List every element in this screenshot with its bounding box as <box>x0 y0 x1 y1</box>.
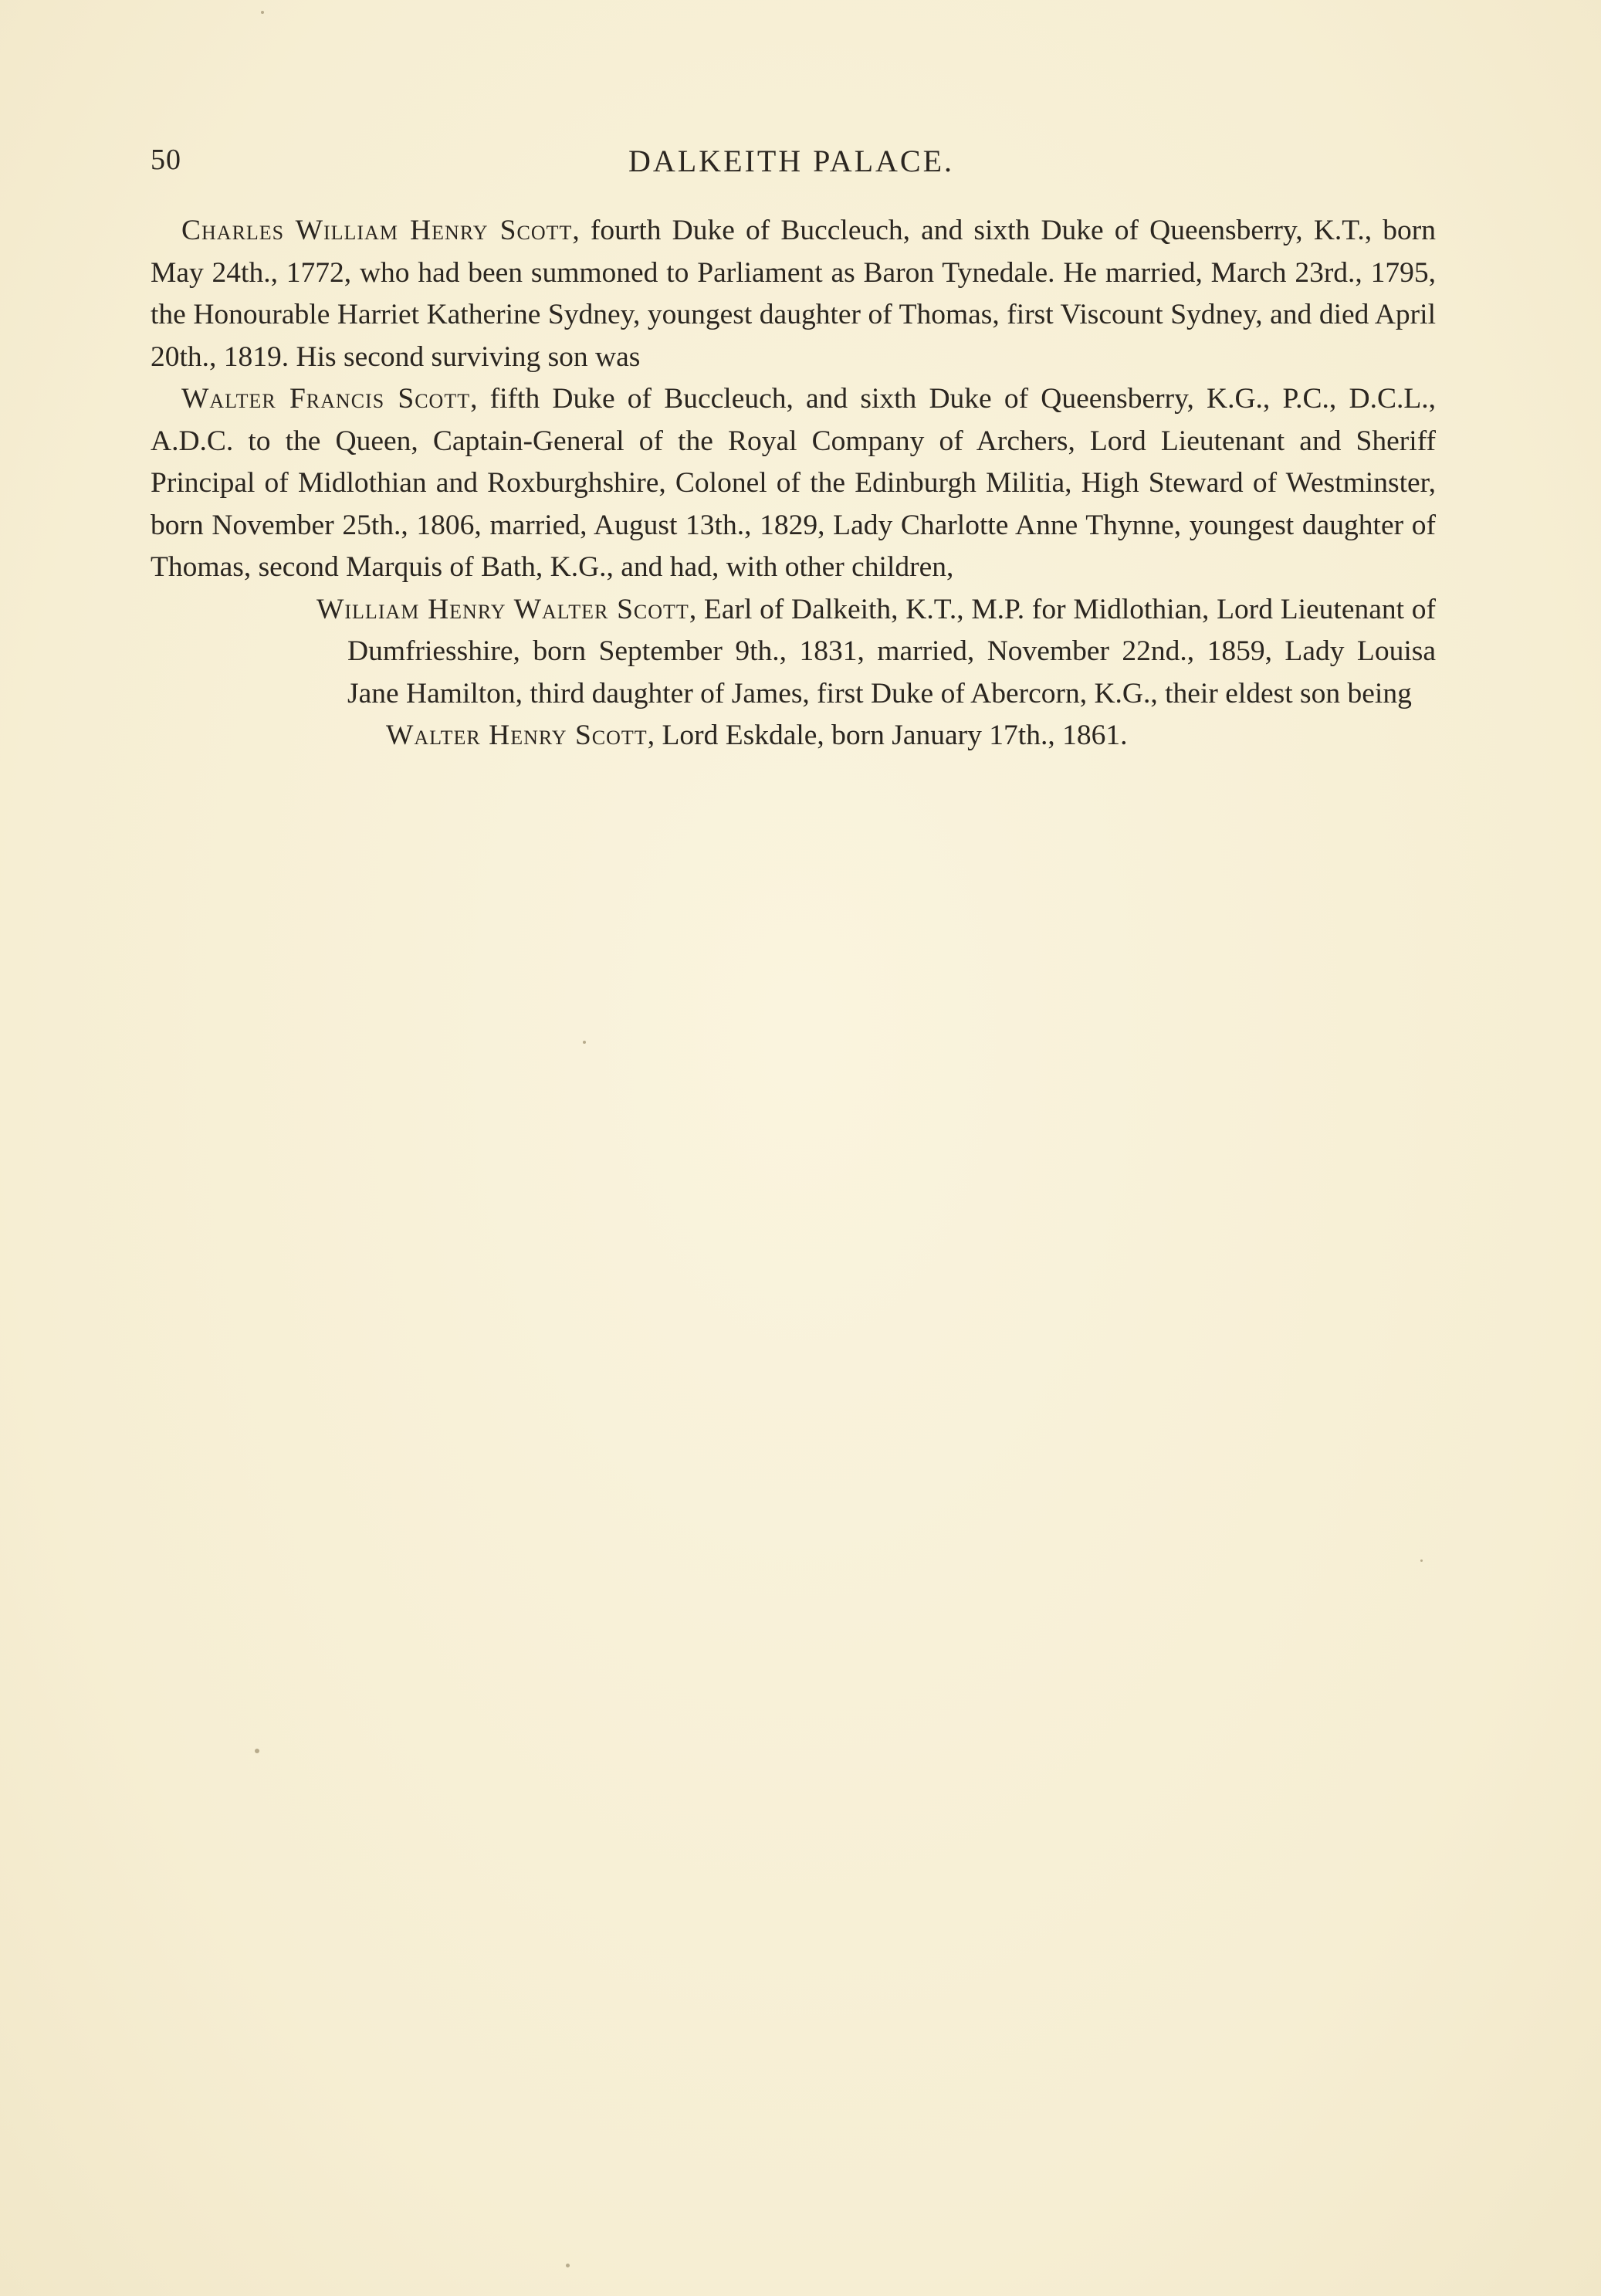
paragraph-walter-henry-scott <box>151 715 1436 757</box>
paragraph-text: , fifth Duke of Buccleuch, and sixth Duke of Queensberry, K.G., P.C., D.C.L., A.D.C. to the Queen, Captain-General of the Royal Company of Archers, Lord Lieutenant and Sheriff Principal of Midlothian and Roxburghshire, Colonel of the Edinburgh Militia, High Steward of Westminster, born November 25th., 1806, married, August 13th., 1829, Lady Charlotte Anne Thynne, youngest daughter of Thomas, second Marquis of Bath, K.G., and had, with other children, <box>151 383 1436 583</box>
person-name: William Henry Walter Scott <box>316 593 689 625</box>
page-number: 50 <box>151 144 181 176</box>
person-name: Walter Henry Scott <box>386 720 648 751</box>
person-name: Charles William Henry Scott <box>181 215 573 246</box>
paragraph-charles-scott <box>151 210 1436 378</box>
paragraph-text: , Lord Eskdale, born January 17th., 1861. <box>647 720 1128 751</box>
paragraph-text: , fourth Duke of Buccleuch, and sixth Duke of Queensberry, K.T., born May 24th., 1772, who had been summoned to Parliament as Baron Tynedale. He married, March 23rd., 1795, the Honourable Harriet Katherine Sydney, youngest daughter of Thomas, first Viscount Sydney, and died April 20th., 1819. His second surviving son was <box>151 215 1437 373</box>
paragraph-walter-francis-scott <box>151 378 1436 589</box>
paragraph-william-henry-walter-scott <box>181 589 1436 716</box>
paper-speck <box>261 11 264 14</box>
running-head <box>151 143 1432 189</box>
paragraph-text: , Earl of Dalkeith, K.T., M.P. for Midlothian, Lord Lieutenant of Dumfriesshire, born September 9th., 1831, married, November 22nd., 1859, Lady Louisa Jane Hamilton, third daughter of James, first Duke of Abercorn, K.G., their eldest son being <box>347 593 1437 709</box>
paper-speck <box>583 1041 586 1044</box>
paper-speck <box>255 1749 259 1753</box>
paper-speck <box>566 2264 570 2267</box>
body-text <box>151 210 1436 757</box>
paper-speck <box>1420 1559 1423 1562</box>
running-title: DALKEITH PALACE. <box>628 144 955 178</box>
person-name: Walter Francis Scott <box>181 383 471 415</box>
